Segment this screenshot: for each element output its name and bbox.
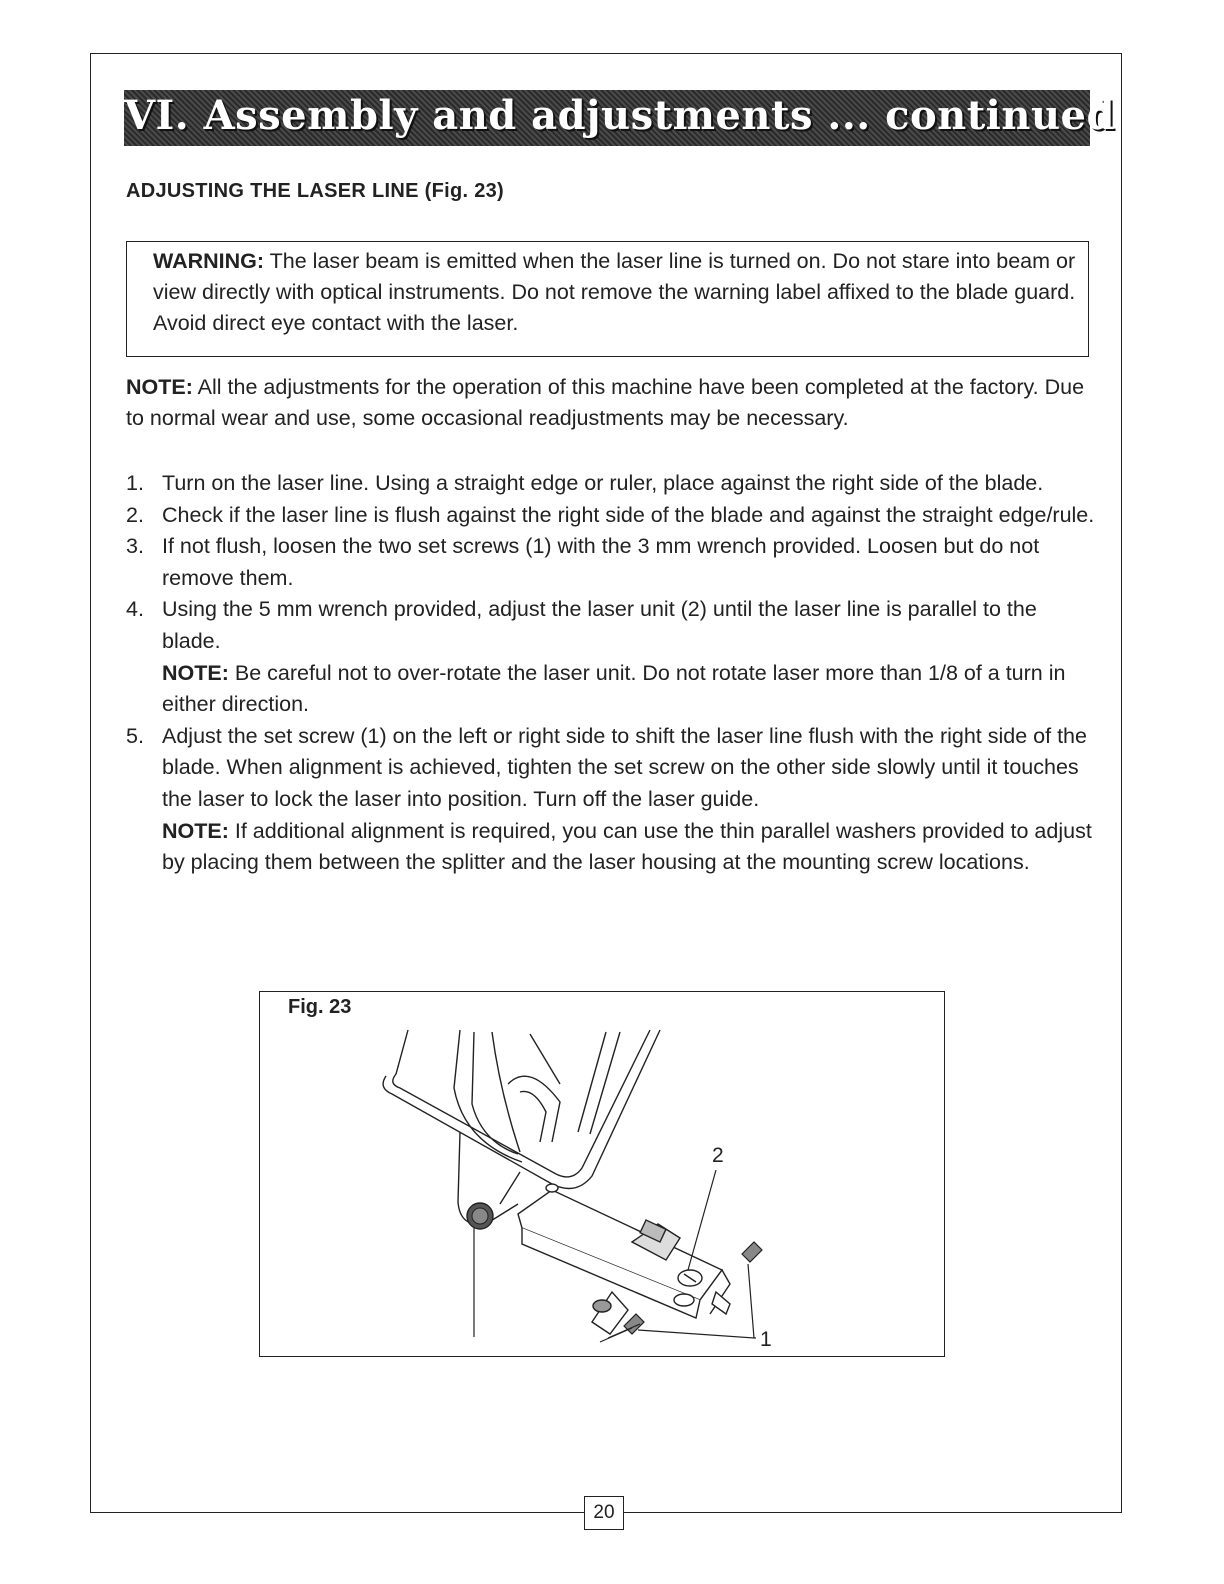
set-screw-left-icon xyxy=(624,1314,644,1334)
callout-2: 2 xyxy=(712,1144,724,1167)
laser-unit-illustration xyxy=(260,992,944,1356)
step-item xyxy=(126,531,1096,594)
figure-23 xyxy=(259,991,945,1357)
step-item xyxy=(126,721,1096,879)
banner-title: VI. Assembly and adjustments ... continued xyxy=(124,92,1115,139)
blade-guard-drawing xyxy=(383,1030,660,1225)
step-number: 2. xyxy=(126,502,144,527)
step-text: Adjust the set screw (1) on the left or right side to shift the laser line flush with the right side of the blade. When alignment is achieved, tighten the set screw on the other side slowly until it touches the laser to lock the laser into position. Turn off the laser guide. xyxy=(162,723,1087,811)
step-note-text: If additional alignment is required, you can use the thin parallel washers provided to adjust by placing them between the splitter and the laser housing at the mounting screw locations. xyxy=(162,818,1092,875)
step-text: If not flush, loosen the two set screws (1) with the 3 mm wrench provided. Loosen but do not remove them. xyxy=(162,534,1040,590)
step-text: Check if the laser line is flush against the right side of the blade and against the straight edge/rule. xyxy=(162,502,1095,527)
section-banner xyxy=(124,90,1115,146)
page-number: 20 xyxy=(584,1496,624,1530)
note-text: All the adjustments for the operation of this machine have been completed at the factory. Due to normal wear and use, some occasional readjustments may be necessary. xyxy=(126,375,1085,430)
step-note-text: Be careful not to over-rotate the laser unit. Do not rotate laser more than 1/8 of a turn in either direction. xyxy=(162,660,1066,717)
figure-label: Fig. 23 xyxy=(288,996,352,1018)
steps-list xyxy=(126,468,1096,879)
step-item xyxy=(126,500,1096,532)
step-item xyxy=(126,468,1096,500)
step-number: 5. xyxy=(126,723,144,748)
laser-housing-drawing xyxy=(518,1184,730,1334)
note-paragraph xyxy=(126,372,1086,434)
step-number: 1. xyxy=(126,471,144,495)
pivot-knob-inner-icon xyxy=(472,1208,488,1224)
warning-text: The laser beam is emitted when the laser line is turned on. Do not stare into beam or view directly with optical instruments. Do not remove the warning label affixed to the blade guard. Avoid direct eye contact with the laser. xyxy=(153,249,1076,335)
step-note-label: NOTE: xyxy=(162,818,229,843)
note-label: NOTE: xyxy=(126,375,193,399)
warning-label: WARNING: xyxy=(153,249,265,273)
warning-box xyxy=(126,241,1089,357)
step-note-label: NOTE: xyxy=(162,660,229,685)
step-number: 4. xyxy=(126,597,144,622)
step-number: 3. xyxy=(126,534,144,559)
set-screw-right-icon xyxy=(742,1242,762,1262)
step-text: Turn on the laser line. Using a straight edge or ruler, place against the right side of the blade. xyxy=(162,471,1044,495)
callout-1: 1 xyxy=(760,1328,772,1351)
step-text: Using the 5 mm wrench provided, adjust the laser unit (2) until the laser line is parallel to the blade. xyxy=(162,597,1037,653)
section-title: ADJUSTING THE LASER LINE (Fig. 23) xyxy=(126,180,505,202)
step-item xyxy=(126,594,1096,720)
